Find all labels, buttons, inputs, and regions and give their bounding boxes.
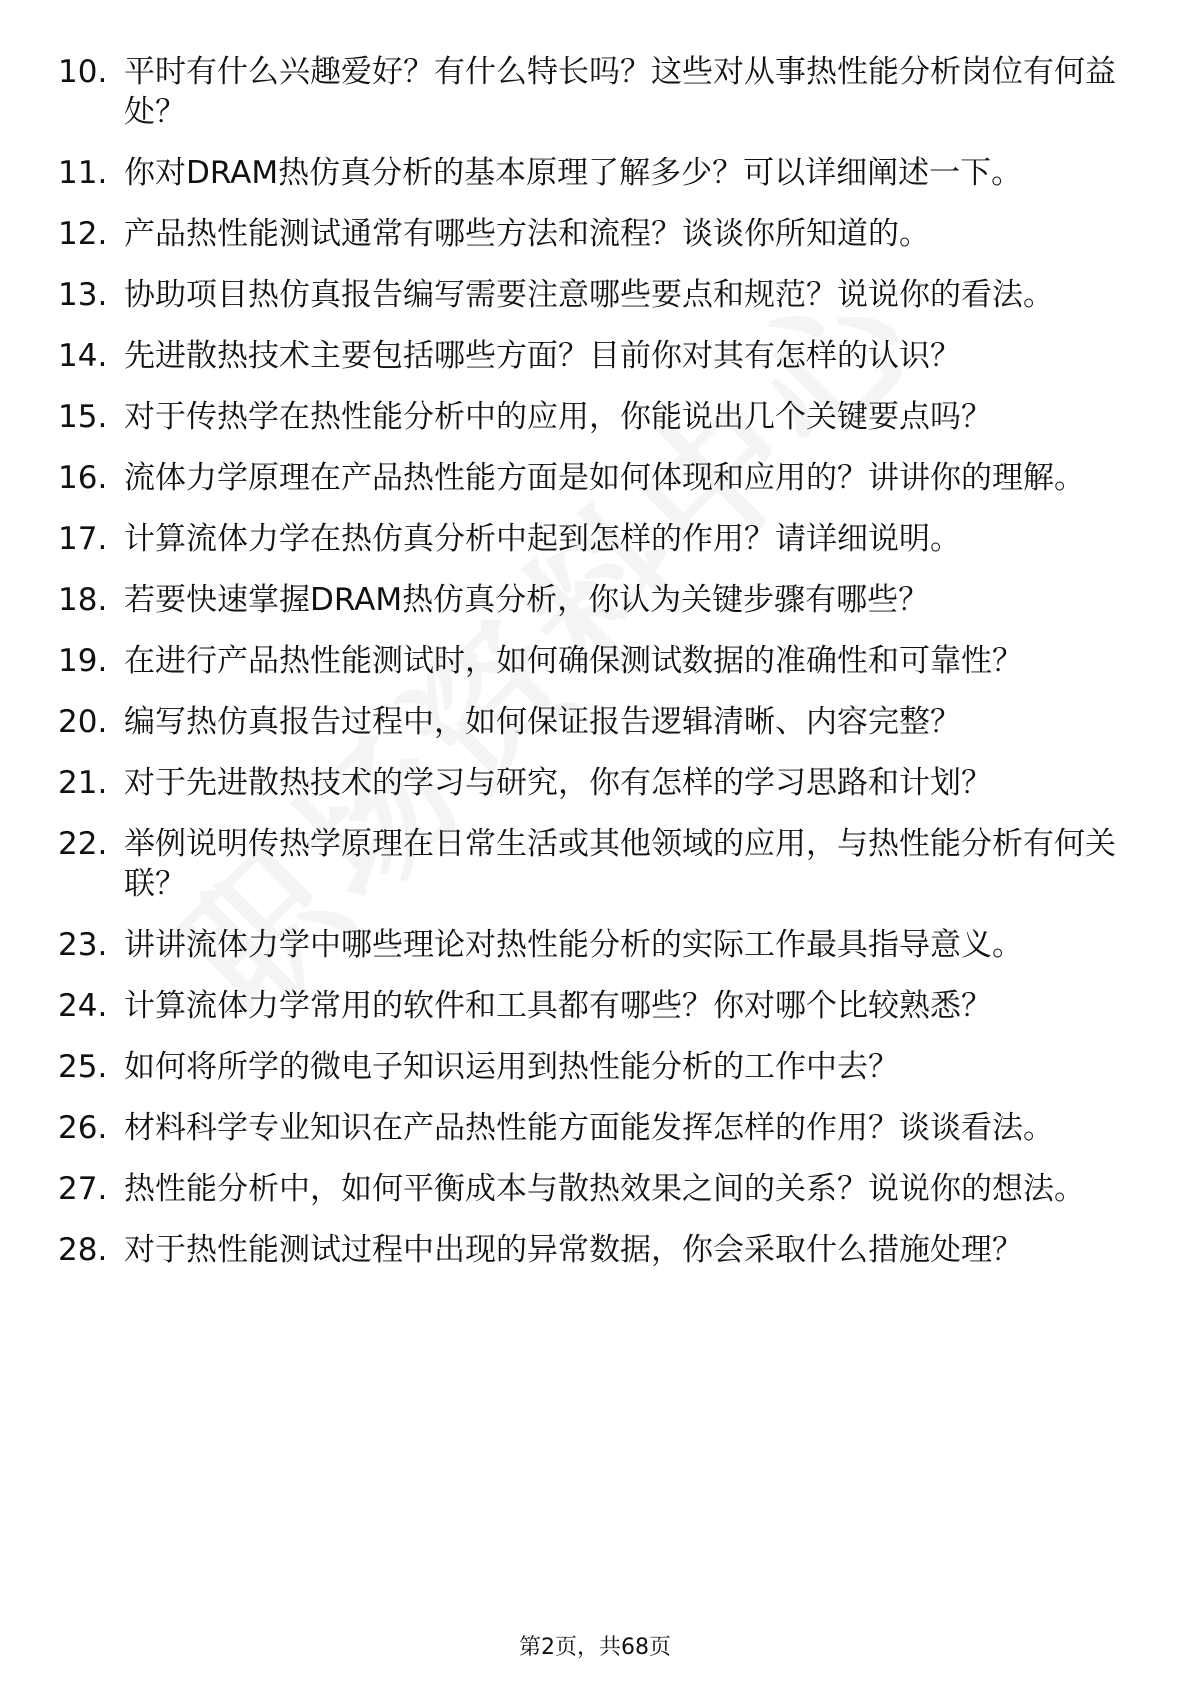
page-footer: 第2页，共68页 — [519, 1635, 671, 1660]
list-item — [58, 458, 1118, 498]
question-number: 27. — [58, 1171, 108, 1207]
question-number: 26. — [58, 1110, 108, 1146]
list-item — [58, 336, 1118, 376]
question-number: 28. — [58, 1232, 108, 1268]
question-number: 23. — [58, 927, 108, 963]
list-item — [58, 1169, 1118, 1209]
question-text: 热性能分析中，如何平衡成本与散热效果之间的关系？说说你的想法。 — [124, 1171, 1085, 1207]
question-number: 18. — [58, 582, 108, 618]
list-item — [58, 702, 1118, 742]
question-text: 产品热性能测试通常有哪些方法和流程？谈谈你所知道的。 — [124, 216, 930, 252]
question-text: 你对DRAM热仿真分析的基本原理了解多少？可以详细阐述一下。 — [124, 155, 1023, 191]
question-text: 编写热仿真报告过程中，如何保证报告逻辑清晰、内容完整？ — [124, 704, 961, 740]
list-item — [58, 397, 1118, 437]
list-item — [58, 925, 1118, 965]
question-list — [58, 52, 1118, 1291]
list-item — [58, 1108, 1118, 1148]
question-text: 先进散热技术主要包括哪些方面？目前你对其有怎样的认识？ — [124, 338, 961, 374]
question-text: 在进行产品热性能测试时，如何确保测试数据的准确性和可靠性？ — [124, 643, 1023, 679]
question-number: 15. — [58, 399, 108, 435]
question-text: 计算流体力学在热仿真分析中起到怎样的作用？请详细说明。 — [124, 521, 961, 557]
question-text: 平时有什么兴趣爱好？有什么特长吗？这些对从事热性能分析岗位有何益处？ — [124, 54, 1116, 130]
question-number: 10. — [58, 54, 108, 90]
question-text: 若要快速掌握DRAM热仿真分析，你认为关键步骤有哪些？ — [124, 582, 930, 618]
question-number: 14. — [58, 338, 108, 374]
question-number: 12. — [58, 216, 108, 252]
question-text: 材料科学专业知识在产品热性能方面能发挥怎样的作用？谈谈看法。 — [124, 1110, 1054, 1146]
question-text: 讲讲流体力学中哪些理论对热性能分析的实际工作最具指导意义。 — [124, 927, 1023, 963]
list-item — [58, 153, 1118, 193]
question-number: 16. — [58, 460, 108, 496]
question-text: 协助项目热仿真报告编写需要注意哪些要点和规范？说说你的看法。 — [124, 277, 1054, 313]
list-item — [58, 214, 1118, 254]
question-number: 20. — [58, 704, 108, 740]
list-item — [58, 986, 1118, 1026]
list-item — [58, 641, 1118, 681]
question-number: 13. — [58, 277, 108, 313]
list-item — [58, 52, 1118, 132]
question-number: 24. — [58, 988, 108, 1024]
question-text: 对于传热学在热性能分析中的应用，你能说出几个关键要点吗？ — [124, 399, 992, 435]
question-text: 举例说明传热学原理在日常生活或其他领域的应用，与热性能分析有何关联？ — [124, 826, 1116, 902]
question-number: 19. — [58, 643, 108, 679]
list-item — [58, 1047, 1118, 1087]
question-number: 25. — [58, 1049, 108, 1085]
question-text: 对于先进散热技术的学习与研究，你有怎样的学习思路和计划？ — [124, 765, 992, 801]
question-text: 对于热性能测试过程中出现的异常数据，你会采取什么措施处理？ — [124, 1232, 1023, 1268]
list-item — [58, 275, 1118, 315]
list-item — [58, 763, 1118, 803]
list-item — [58, 519, 1118, 559]
question-number: 21. — [58, 765, 108, 801]
question-number: 11. — [58, 155, 108, 191]
question-text: 流体力学原理在产品热性能方面是如何体现和应用的？讲讲你的理解。 — [124, 460, 1085, 496]
question-text: 计算流体力学常用的软件和工具都有哪些？你对哪个比较熟悉？ — [124, 988, 992, 1024]
question-number: 22. — [58, 826, 108, 862]
list-item — [58, 824, 1118, 904]
question-text: 如何将所学的微电子知识运用到热性能分析的工作中去？ — [124, 1049, 899, 1085]
question-number: 17. — [58, 521, 108, 557]
list-item — [58, 1230, 1118, 1270]
list-item — [58, 580, 1118, 620]
